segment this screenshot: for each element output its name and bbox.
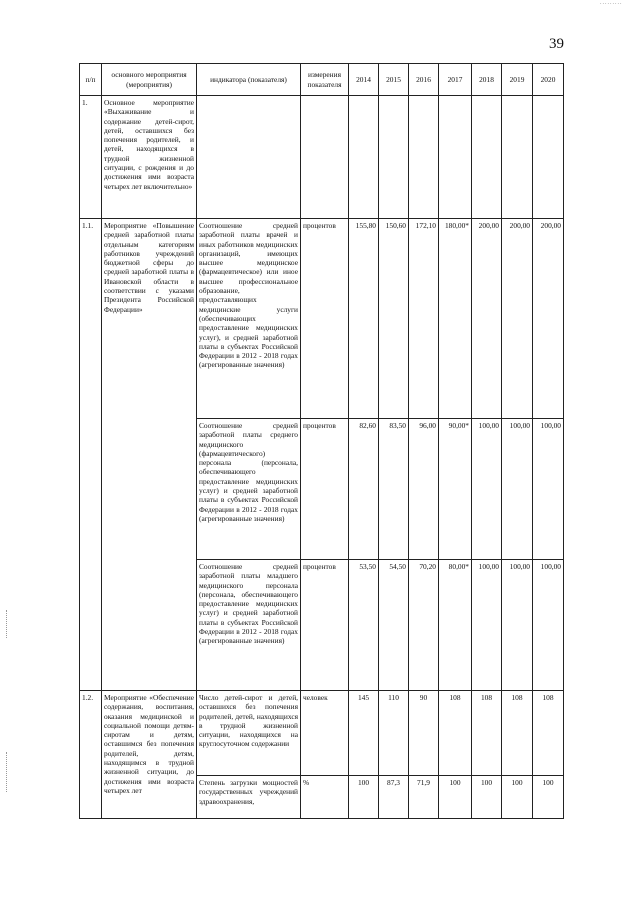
- value-cell: 200,00: [502, 219, 533, 419]
- value-cell: 200,00: [533, 219, 564, 419]
- header-event: основного мероприятия (мероприятия): [102, 64, 197, 96]
- value-cell: 87,3: [379, 776, 409, 819]
- value-cell: 100: [472, 776, 502, 819]
- value-cell: 96,00: [409, 419, 439, 560]
- row-event: Мероприятие «Повышение средней заработной платы отдельным категориям работников учреждений бюджетной сферы до средней заработной платы в Ивановской области в соответствии с указами Президента Российской Федерации»: [102, 219, 197, 691]
- value-cell: 200,00: [472, 219, 502, 419]
- empty-cell: [409, 96, 439, 219]
- value-cell: 145: [349, 691, 379, 776]
- value-cell: 110: [379, 691, 409, 776]
- value-cell: 108: [472, 691, 502, 776]
- empty-cell: [379, 96, 409, 219]
- header-year: 2014: [349, 64, 379, 96]
- value-cell: 100,00: [502, 419, 533, 560]
- value-cell: 90,00*: [439, 419, 472, 560]
- value-cell: 180,00*: [439, 219, 472, 419]
- empty-cell: [472, 96, 502, 219]
- value-cell: 100: [439, 776, 472, 819]
- header-year: 2017: [439, 64, 472, 96]
- corner-mark: .........: [600, 0, 623, 6]
- value-cell: 83,50: [379, 419, 409, 560]
- header-indicator: индикатора (показателя): [197, 64, 301, 96]
- indicator-unit: процентов: [301, 419, 349, 560]
- value-cell: 108: [502, 691, 533, 776]
- header-no: п/п: [80, 64, 102, 96]
- empty-cell: [533, 96, 564, 219]
- header-year: 2015: [379, 64, 409, 96]
- empty-cell: [301, 96, 349, 219]
- indicator-unit: %: [301, 776, 349, 819]
- value-cell: 82,60: [349, 419, 379, 560]
- value-cell: 108: [439, 691, 472, 776]
- indicator-text: Степень загрузки мощностей государственных учреждений здравоохранения,: [197, 776, 301, 819]
- value-cell: 108: [533, 691, 564, 776]
- value-cell: 155,80: [349, 219, 379, 419]
- indicator-text: Число детей-сирот и детей, оставшихся без попечения родителей, детей, находящихся в трудной жизненной ситуации, находящихся на круглосуточном содержании: [197, 691, 301, 776]
- empty-cell: [439, 96, 472, 219]
- margin-mark: [6, 610, 8, 638]
- value-cell: 100,00: [472, 560, 502, 691]
- table-row: [80, 691, 564, 776]
- header-year: 2016: [409, 64, 439, 96]
- value-cell: 100: [502, 776, 533, 819]
- row-event: Мероприятие «Обеспечение содержания, воспитания, оказания медицинской и социальной помощи детям-сиротам и детям, оставшимся без попечения родителей, детям, находящимся в трудной жизненной ситуации, до достижения ими возраста четырех лет: [102, 691, 197, 819]
- table-row-main: [80, 96, 564, 219]
- header-year: 2018: [472, 64, 502, 96]
- empty-cell: [502, 96, 533, 219]
- value-cell: 100,00: [472, 419, 502, 560]
- row-event: Основное мероприятие «Выхаживание и содержание детей-сирот, детей, оставшихся без попечения родителей, и детей, находящихся в трудной жизненной ситуации, с рождения и до достижения ими возраста четырех лет включительно»: [102, 96, 197, 219]
- header-unit: измерения показателя: [301, 64, 349, 96]
- value-cell: 150,60: [379, 219, 409, 419]
- page-number: 39: [549, 36, 564, 52]
- indicator-unit: процентов: [301, 219, 349, 419]
- value-cell: 53,50: [349, 560, 379, 691]
- empty-cell: [349, 96, 379, 219]
- value-cell: 71,9: [409, 776, 439, 819]
- indicator-unit: процентов: [301, 560, 349, 691]
- row-no: 1.: [80, 96, 102, 219]
- indicator-text: Соотношение средней заработной платы младшего медицинского персонала (персонала, обеспечивающего предоставление медицинских услуг) и средней заработной платы в субъектах Российской Федерации в 2012 - 2018 годах (агрегированные значения): [197, 560, 301, 691]
- indicator-text: Соотношение средней заработной платы врачей и иных работников медицинских организаций, имеющих высшее медицинское (фармацевтическое) или иное высшее профессиональное образование, предоставляющих медицинские услуги (обеспечивающих предоставление медицинских услуг), и средней заработной платы в субъектах Российской Федерации в 2012 - 2018 годах (агрегированные значения): [197, 219, 301, 419]
- value-cell: 80,00*: [439, 560, 472, 691]
- indicator-text: Соотношение средней заработной платы среднего медицинского (фармацевтического) персонала (персонала, обеспечивающего предоставление медицинских услуг) и средней заработной платы в субъектах Российской Федерации в 2012 - 2018 годах (агрегированные значения): [197, 419, 301, 560]
- indicator-unit: человек: [301, 691, 349, 776]
- value-cell: 172,10: [409, 219, 439, 419]
- header-year: 2020: [533, 64, 564, 96]
- margin-mark: [6, 752, 8, 792]
- empty-cell: [197, 96, 301, 219]
- value-cell: 100,00: [533, 560, 564, 691]
- indicators-table: [79, 63, 564, 819]
- value-cell: 90: [409, 691, 439, 776]
- value-cell: 100: [533, 776, 564, 819]
- header-row: [80, 64, 564, 96]
- value-cell: 100,00: [502, 560, 533, 691]
- row-no: 1.1.: [80, 219, 102, 691]
- value-cell: 100: [349, 776, 379, 819]
- header-year: 2019: [502, 64, 533, 96]
- value-cell: 100,00: [533, 419, 564, 560]
- value-cell: 54,50: [379, 560, 409, 691]
- row-no: 1.2.: [80, 691, 102, 819]
- table-row: [80, 219, 564, 419]
- value-cell: 70,20: [409, 560, 439, 691]
